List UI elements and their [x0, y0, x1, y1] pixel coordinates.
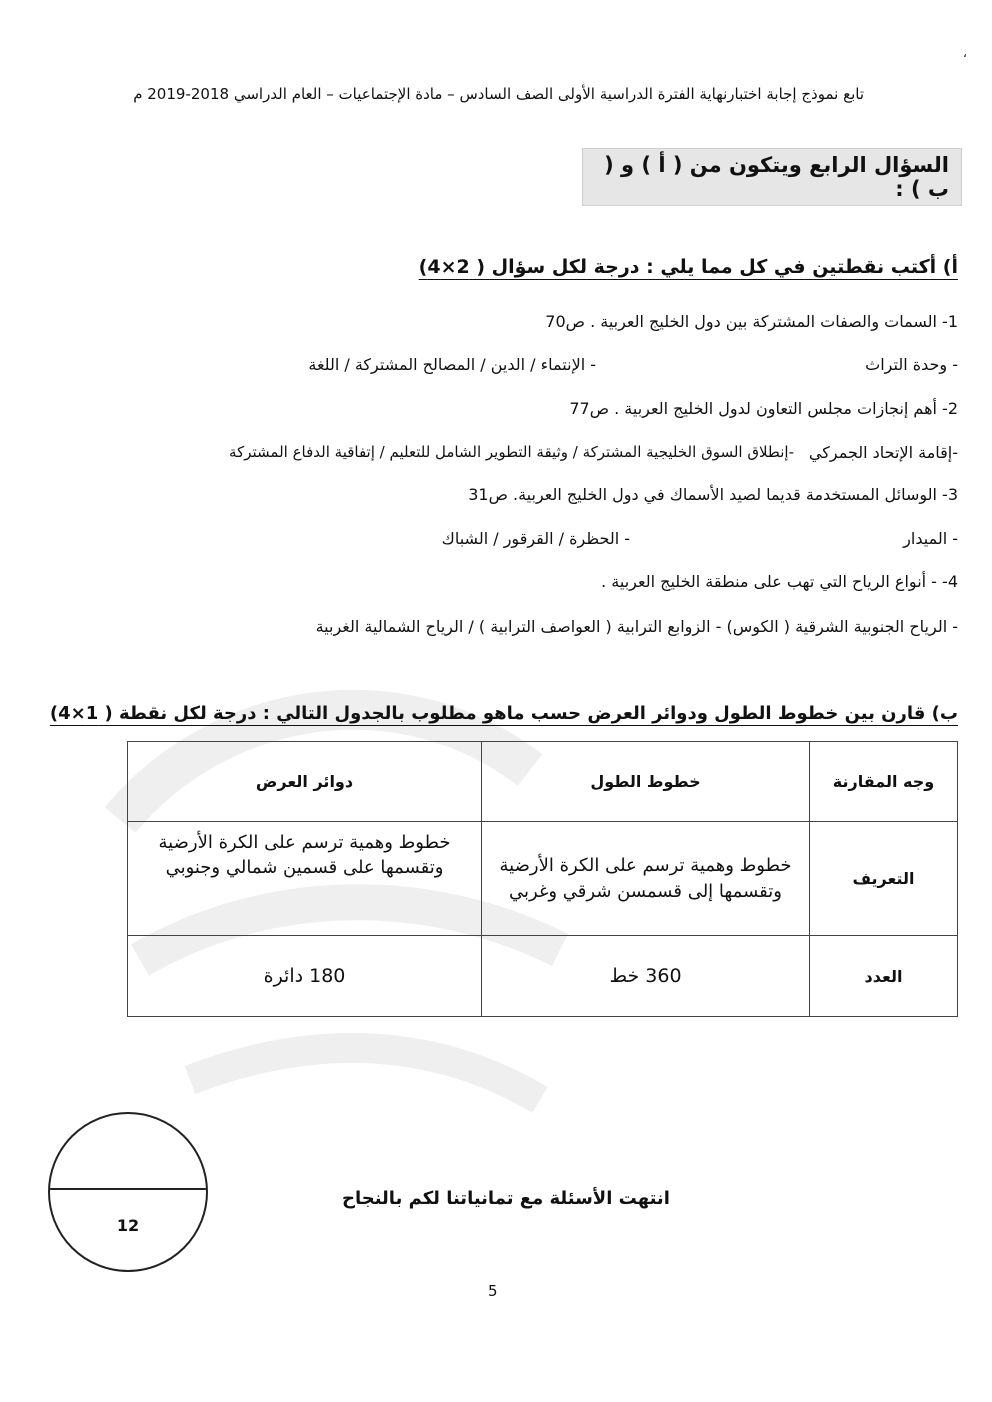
section-a-title: أ) أكتب نقطتين في كل مما يلي : درجة لكل سؤال ( 2×4): [418, 256, 958, 278]
table-header-row: [128, 742, 958, 822]
cell-latitude-definition: خطوط وهمية ترسم على الكرة الأرضية وتقسمها على قسمين شمالي وجنوبي: [128, 822, 482, 936]
closing-message: انتهت الأسئلة مع تمانياتنا لكم بالنجاح: [342, 1188, 670, 1209]
question-2: 2- أهم إنجازات مجلس التعاون لدول الخليج العربية . ص77: [569, 399, 958, 418]
score-value: 12: [116, 1216, 140, 1235]
row-label-count: العدد: [810, 936, 958, 1017]
table-row: [128, 936, 958, 1017]
score-circle-divider: [50, 1188, 206, 1190]
question-4: 4- - أنواع الرياح التي تهب على منطقة الخليج العربية .: [601, 572, 958, 591]
question-1: 1- السمات والصفات المشتركة بين دول الخليج العربية . ص70: [545, 312, 958, 331]
header-comparison-aspect: وجه المقارنة: [810, 742, 958, 822]
cell-longitude-definition: خطوط وهمية ترسم على الكرة الأرضية وتقسمها إلى قسمسن شرقي وغربي: [482, 822, 810, 936]
answer-1-b: - الإنتماء / الدين / المصالح المشتركة / اللغة: [308, 355, 596, 374]
question-3: 3- الوسائل المستخدمة قديما لصيد الأسماك في دول الخليج العربية. ص31: [468, 485, 958, 504]
section-b-title: ب) قارن بين خطوط الطول ودوائر العرض حسب ماهو مطلوب بالجدول التالي : درجة لكل نقطة ( 1×4): [49, 703, 958, 724]
row-label-definition: التعريف: [810, 822, 958, 936]
comparison-table: [128, 741, 958, 1017]
answer-3-b: - الحظرة / القرقور / الشباك: [441, 529, 630, 548]
answer-4: - الرياح الجنوبية الشرقية ( الكوس) - الزوابع الترابية ( العواصف الترابية ) / الرياح الشمالية الغربية: [315, 617, 958, 636]
score-circle: [48, 1112, 208, 1272]
cell-latitude-count: 180 دائرة: [128, 936, 482, 1017]
page-number: 5: [488, 1282, 498, 1300]
page-header: تابع نموذج إجابة اختبارنهاية الفترة الدراسية الأولى الصف السادس – مادة الإجتماعيات – العام الدراسي 2018-2019 م: [133, 85, 864, 103]
question-4-title: السؤال الرابع ويتكون من ( أ ) و ( ب ) :: [582, 148, 962, 206]
corner-mark: ،: [963, 46, 967, 60]
answer-1-a: - وحدة التراث: [865, 355, 958, 374]
table-row: [128, 822, 958, 936]
header-longitude-lines: خطوط الطول: [482, 742, 810, 822]
answer-2-a: -إقامة الإتحاد الجمركي: [808, 443, 958, 462]
cell-longitude-count: 360 خط: [482, 936, 810, 1017]
header-latitude-circles: دوائر العرض: [128, 742, 482, 822]
answer-2-b: -إنطلاق السوق الخليجية المشتركة / وثيقة التطوير الشامل للتعليم / إتفاقية الدفاع المشتركة: [229, 443, 794, 461]
answer-3-a: - الميدار: [903, 529, 958, 548]
